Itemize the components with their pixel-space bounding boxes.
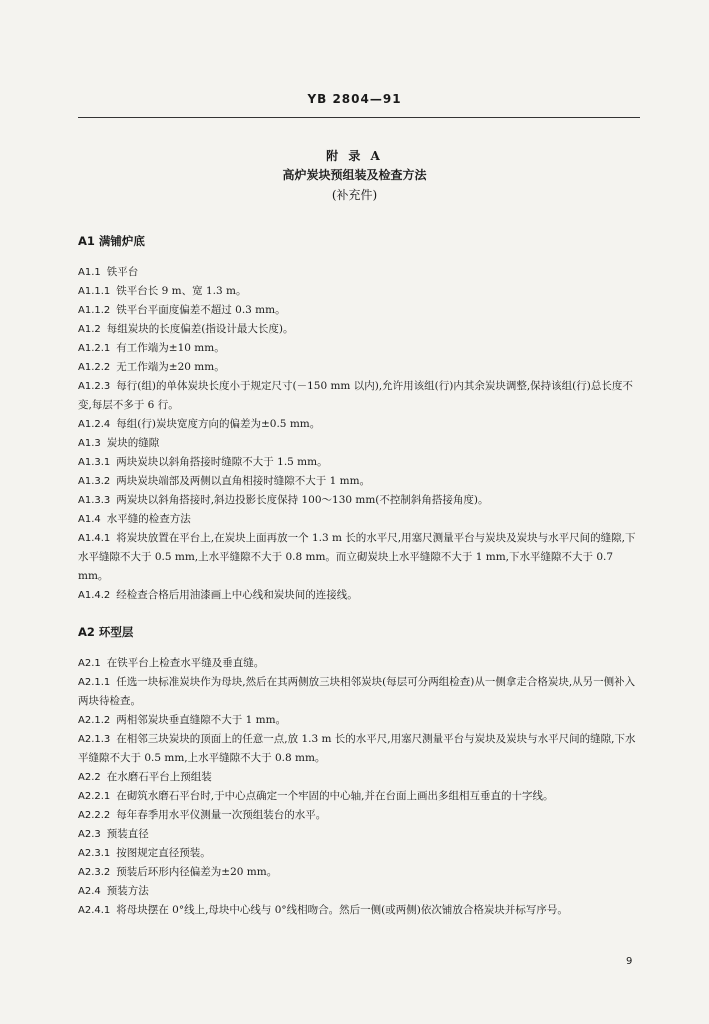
clause-number: A1.2.1 bbox=[78, 343, 111, 354]
clause-text: 在水磨石平台上预组装 bbox=[106, 771, 212, 783]
clause bbox=[78, 434, 644, 453]
clause-text: 在砌筑水磨石平台时,于中心点确定一个牢固的中心轴,并在台面上画出多组相互垂直的十字线。 bbox=[116, 790, 554, 802]
clause bbox=[78, 844, 644, 863]
clause bbox=[78, 586, 644, 605]
clause-number: A1.3.2 bbox=[78, 476, 111, 487]
clause-text: 每行(组)的单体炭块长度小于规定尺寸(－150 mm 以内),允许用该组(行)内其余炭块调整,保持该组(行)总长度不变,每层不多于 6 行。 bbox=[78, 380, 633, 411]
clause-number: A1.4 bbox=[78, 514, 101, 525]
clause-text: 在铁平台上检查水平缝及垂直缝。 bbox=[106, 657, 265, 669]
clause-text: 预装后环形内径偏差为±20 mm。 bbox=[116, 866, 278, 878]
clause bbox=[78, 882, 644, 901]
clause-number: A2.3.2 bbox=[78, 867, 111, 878]
clause bbox=[78, 787, 644, 806]
standard-header: YB 2804—91 bbox=[307, 92, 402, 106]
appendix-title: 高炉炭块预组装及检查方法 bbox=[282, 168, 427, 182]
clause bbox=[78, 301, 644, 320]
clause bbox=[78, 806, 644, 825]
clause-text: 水平缝的检查方法 bbox=[106, 513, 191, 525]
clause-text: 任选一块标准炭块作为母块,然后在其两侧放三块相邻炭块(每层可分两组检查)从一侧拿走合格炭块,从另一侧补入两块待检查。 bbox=[78, 676, 636, 707]
clause-number: A1.1 bbox=[78, 267, 101, 278]
clause bbox=[78, 825, 644, 844]
clause-text: 按图规定直径预装。 bbox=[116, 847, 211, 859]
clause-number: A1.4.2 bbox=[78, 590, 111, 601]
clause-number: A2.3 bbox=[78, 829, 101, 840]
section-title-a2: A2 环型层 bbox=[78, 625, 134, 639]
clause bbox=[78, 358, 644, 377]
page-number: 9 bbox=[626, 956, 633, 967]
clause bbox=[78, 730, 644, 768]
clause-text: 将炭块放置在平台上,在炭块上面再放一个 1.3 m 长的水平尺,用塞尺测量平台与炭块及炭块与水平尺间的缝隙,下水平缝隙不大于 0.5 mm,上水平缝隙不大于 0.8 mm。而立砌炭块上水平缝隙不大于 1 mm,下水平缝隙不大于 0.7 mm。 bbox=[78, 532, 636, 582]
clause-number: A2.1.1 bbox=[78, 677, 111, 688]
clause-text: 铁平台平面度偏差不超过 0.3 mm。 bbox=[116, 304, 286, 316]
clause-text: 两块炭块端部及两侧以直角相接时缝隙不大于 1 mm。 bbox=[116, 475, 371, 487]
clause-text: 每组(行)炭块宽度方向的偏差为±0.5 mm。 bbox=[116, 418, 321, 430]
clause-number: A2.4 bbox=[78, 886, 101, 897]
clause bbox=[78, 510, 644, 529]
section-title-a1: A1 满铺炉底 bbox=[78, 234, 145, 248]
clause bbox=[78, 863, 644, 882]
clause-text: 预装方法 bbox=[106, 885, 149, 897]
clause-text: 铁平台长 9 m、宽 1.3 m。 bbox=[116, 285, 247, 297]
clause-number: A2.4.1 bbox=[78, 905, 111, 916]
clause-number: A1.3 bbox=[78, 438, 101, 449]
clause-number: A1.2.2 bbox=[78, 362, 111, 373]
clause bbox=[78, 654, 644, 673]
clause-text: 每组炭块的长度偏差(指设计最大长度)。 bbox=[106, 323, 294, 335]
clause-number: A1.2.4 bbox=[78, 419, 111, 430]
clause bbox=[78, 320, 644, 339]
clause-text: 有工作端为±10 mm。 bbox=[116, 342, 225, 354]
clause-number: A1.2 bbox=[78, 324, 101, 335]
clause-text: 两炭块以斜角搭接时,斜边投影长度保持 100～130 mm(不控制斜角搭接角度)。 bbox=[116, 494, 489, 506]
clause bbox=[78, 377, 644, 415]
clause bbox=[78, 472, 644, 491]
clause-text: 将母块摆在 0°线上,母块中心线与 0°线相吻合。然后一侧(或两侧)依次铺放合格炭块并标写序号。 bbox=[116, 904, 568, 916]
clause-number: A1.1.1 bbox=[78, 286, 111, 297]
clause-text: 经检查合格后用油漆画上中心线和炭块间的连接线。 bbox=[116, 589, 358, 601]
clause-text: 铁平台 bbox=[106, 266, 139, 278]
clause-text: 预装直径 bbox=[106, 828, 149, 840]
clause-number: A1.1.2 bbox=[78, 305, 111, 316]
clause-number: A2.1.2 bbox=[78, 715, 111, 726]
clause-number: A1.2.3 bbox=[78, 381, 111, 392]
clause-number: A2.3.1 bbox=[78, 848, 111, 859]
clause-text: 每年春季用水平仪测量一次预组装台的水平。 bbox=[116, 809, 327, 821]
clause bbox=[78, 491, 644, 510]
clause-text: 炭块的缝隙 bbox=[106, 437, 160, 449]
clause bbox=[78, 901, 644, 920]
clause bbox=[78, 768, 644, 787]
header-rule bbox=[78, 117, 640, 118]
appendix-label: 附 录 A bbox=[326, 149, 383, 163]
appendix-subtitle: (补充件) bbox=[331, 188, 378, 202]
clause-text: 在相邻三块炭块的顶面上的任意一点,放 1.3 m 长的水平尺,用塞尺测量平台与炭块及炭块与水平尺间的缝隙,下水平缝隙不大于 0.5 mm,上水平缝隙不大于 0.8 mm。 bbox=[78, 733, 636, 764]
clause bbox=[78, 263, 644, 282]
clause bbox=[78, 339, 644, 358]
clause bbox=[78, 282, 644, 301]
clause-number: A2.1.3 bbox=[78, 734, 111, 745]
clause-number: A2.1 bbox=[78, 658, 101, 669]
clause-number: A2.2 bbox=[78, 772, 101, 783]
clause-text: 两块炭块以斜角搭接时缝隙不大于 1.5 mm。 bbox=[116, 456, 328, 468]
clause-text: 无工作端为±20 mm。 bbox=[116, 361, 225, 373]
clause-number: A2.2.1 bbox=[78, 791, 111, 802]
clause-number: A1.3.3 bbox=[78, 495, 111, 506]
clause-text: 两相邻炭块垂直缝隙不大于 1 mm。 bbox=[116, 714, 287, 726]
clause bbox=[78, 711, 644, 730]
clause bbox=[78, 673, 644, 711]
document-body bbox=[78, 232, 644, 920]
clause bbox=[78, 529, 644, 586]
clause-number: A1.3.1 bbox=[78, 457, 111, 468]
clause bbox=[78, 453, 644, 472]
clause-number: A1.4.1 bbox=[78, 533, 111, 544]
clause-number: A2.2.2 bbox=[78, 810, 111, 821]
clause bbox=[78, 415, 644, 434]
